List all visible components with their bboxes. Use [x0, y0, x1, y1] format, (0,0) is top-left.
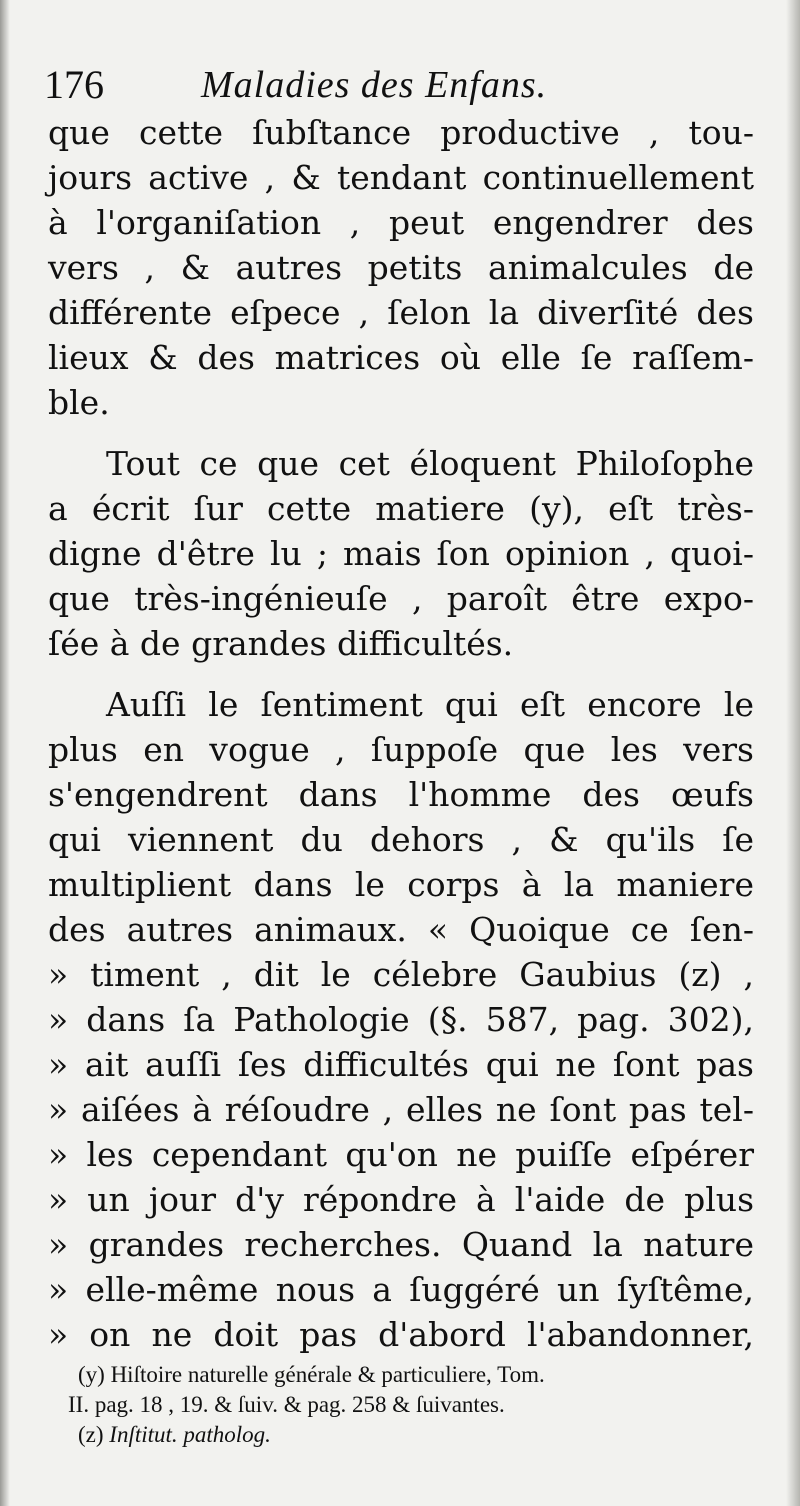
text-line: plus en vogue , ſuppoſe que les vers — [48, 730, 754, 769]
text-line: ſée à de grandes difficultés. — [48, 624, 514, 663]
page-header — [44, 60, 734, 110]
quoted-line: » on ne doit pas d'abord l'abandonner, — [48, 1315, 754, 1354]
text-line: digne d'être lu ; mais ſon opinion , quoi- — [48, 534, 754, 573]
text-line: que cette ſubſtance productive , tou- — [48, 113, 754, 152]
footnote-z-marker: (z) — [78, 1422, 104, 1447]
footnote-y-line: (y) Hiſtoire naturelle générale & particuliere, Tom. — [78, 1362, 545, 1387]
quoted-line: » dans ſa Pathologie (§. 587, pag. 302), — [48, 1000, 754, 1039]
text-line: multiplient dans le corps à la maniere — [48, 865, 754, 904]
footnotes — [68, 1360, 758, 1450]
text-line: qui viennent du dehors , & qu'ils ſe — [48, 820, 754, 859]
footnote-z-text: Inſtitut. patholog. — [109, 1422, 271, 1447]
footnote-z — [78, 1420, 758, 1450]
text-line: différente eſpece , ſelon la diverſité des — [48, 293, 754, 332]
footnote-y-continuation: II. pag. 18 , 19. & ſuiv. & pag. 258 & ſuivantes. — [68, 1392, 505, 1417]
quoted-line: » grandes recherches. Quand la nature — [48, 1225, 754, 1264]
page-number: 176 — [44, 62, 104, 107]
text-line: vers , & autres petits animalcules de — [48, 248, 754, 287]
paragraph-start-line: Auſſi le ſentiment qui eſt encore le — [106, 685, 754, 724]
text-line: s'engendrent dans l'homme des œufs — [48, 775, 754, 814]
running-head: Maladies des Enfans. — [201, 64, 548, 106]
text-line: a écrit ſur cette matiere (y), eſt très- — [48, 489, 754, 528]
quoted-line: » aiſées à réſoudre , elles ne ſont pas tel- — [48, 1090, 754, 1129]
text-line: jours active , & tendant continuellement — [48, 158, 754, 197]
body-text — [48, 110, 754, 1357]
quoted-line: » elle-même nous a ſuggéré un ſyſtême, — [48, 1270, 754, 1309]
paragraph-start-line: Tout ce que cet éloquent Philoſophe — [106, 444, 754, 483]
text-line: lieux & des matrices où elle ſe raſſem- — [48, 338, 754, 377]
quoted-line: » ait auſſi ſes difficultés qui ne ſont pas — [48, 1045, 754, 1084]
text-line: à l'organiſation , peut engendrer des — [48, 203, 754, 242]
text-line: ble. — [48, 383, 110, 422]
quoted-line: » les cependant qu'on ne puiſſe eſpérer — [48, 1135, 754, 1174]
text-line: des autres animaux. « Quoique ce ſen- — [48, 910, 754, 949]
quoted-line: » timent , dit le célebre Gaubius (z) , — [48, 955, 754, 994]
text-line: que très-ingénieuſe , paroît être expo- — [48, 579, 754, 618]
quoted-line: » un jour d'y répondre à l'aide de plus — [48, 1180, 754, 1219]
